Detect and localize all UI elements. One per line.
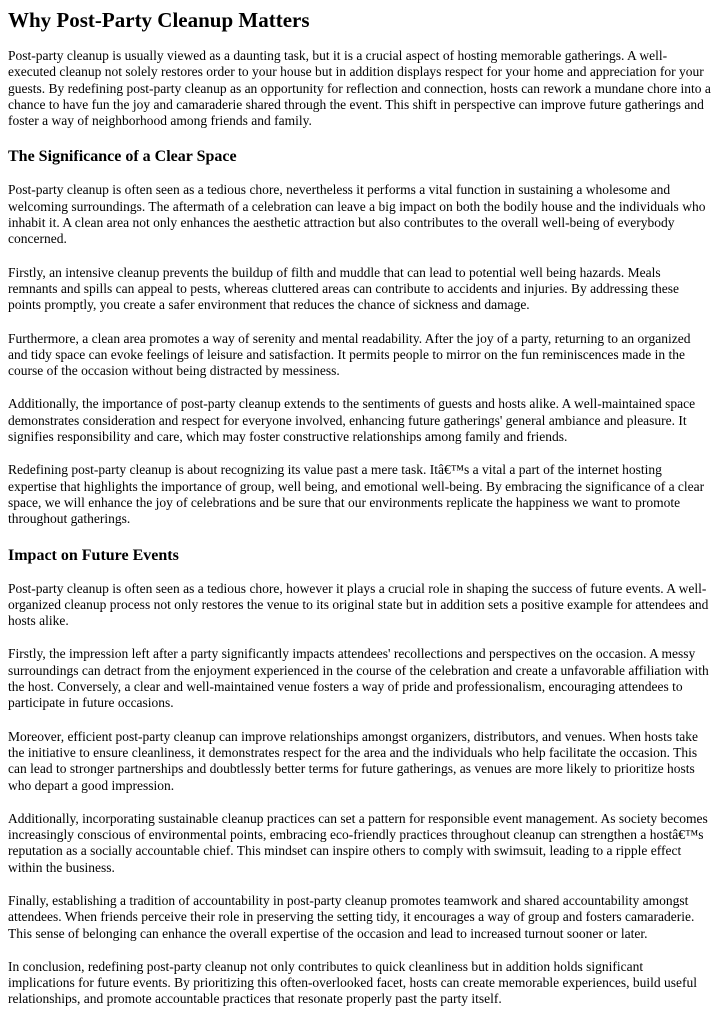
paragraph: Additionally, incorporating sustainable cleanup practices can set a pattern for responsible event management. As society becomes increasingly conscious of environmental points, embracing eco-friendly practices throughout cleanup can strengthen a hostâ€™s reputation as a socially accountable chief. This mindset can inspire others to comply with swimsuit, leading to a ripple effect within the business. (8, 810, 708, 875)
paragraph: Post-party cleanup is often seen as a tedious chore, nevertheless it performs a vital function in sustaining a wholesome and welcoming surroundings. The aftermath of a celebration can leave a big impact on both the bodily house and the individuals who inhabit it. A clean area not only enhances the aesthetic attraction but also contributes to the overall well-being of everybody concerned. (8, 182, 706, 247)
paragraph: Finally, establishing a tradition of accountability in post-party cleanup promotes teamwork and shared accountability amongst attendees. When friends perceive their role in preserving the setting tidy, it encourages a way of group and fosters camaraderie. This sense of belonging can enhance the overall expertise of the occasion and lead to increased turnout sooner or later. (8, 892, 695, 941)
section-heading: The Significance of a Clear Space (8, 148, 237, 166)
intro-paragraph: Post-party cleanup is usually viewed as a daunting task, but it is a crucial aspect of hosting memorable gatherings. A well-executed cleanup not solely restores order to your house but in addition displays respect for your home and appreciation for your guests. By redefining post-party cleanup as an opportunity for reflection and connection, hosts can rework a mundane chore into a chance to have fun the joy and camaraderie shared through the event. This shift in perspective can improve future gatherings and foster a way of neighborhood among friends and family. (8, 48, 711, 129)
page-title: Why Post-Party Cleanup Matters (8, 8, 310, 32)
paragraph: Furthermore, a clean area promotes a way of serenity and mental readability. After the joy of a party, returning to an organized and tidy space can evoke feelings of leisure and satisfaction. It permits people to mirror on the fun reminiscences made in the course of the occasion without being distracted by messiness. (8, 330, 691, 379)
paragraph: Firstly, the impression left after a party significantly impacts attendees' recollections and perspectives on the occasion. A messy surroundings can detract from the enjoyment experienced in the course of the celebration and create a unfavorable affiliation with the host. Conversely, a clear and well-maintained venue fosters a way of pride and professionalism, encouraging attendees to participate in future occasions. (8, 646, 709, 711)
section-heading: Impact on Future Events (8, 546, 179, 564)
article (0, 8, 720, 1008)
paragraph: In conclusion, redefining post-party cleanup not only contributes to quick cleanliness but in addition holds significant implications for future events. By prioritizing this often-overlooked facet, hosts can create memorable experiences, build useful relationships, and promote accountable practices that resonate properly past the party itself. (8, 958, 698, 1007)
paragraph: Firstly, an intensive cleanup prevents the buildup of filth and muddle that can lead to potential well being hazards. Meals remnants and spills can appeal to pests, whereas cluttered areas can contribute to accidents and injuries. By addressing these points promptly, you create a safer environment that reduces the chance of sickness and damage. (8, 264, 680, 313)
paragraph: Post-party cleanup is often seen as a tedious chore, however it plays a crucial role in shaping the success of future events. A well-organized cleanup process not only restores the venue to its original state but in addition sets a positive example for attendees and hosts alike. (8, 580, 709, 629)
paragraph: Additionally, the importance of post-party cleanup extends to the sentiments of guests and hosts alike. A well-maintained space demonstrates consideration and respect for everyone involved, enhancing future gatherings' general ambiance and pleasure. It signifies responsibility and care, which may foster constructive relationships among family and friends. (8, 396, 696, 445)
section-clear-space (8, 147, 712, 527)
paragraph: Moreover, efficient post-party cleanup can improve relationships amongst organizers, distributors, and venues. When hosts take the initiative to ensure cleanliness, it demonstrates respect for the area and the individuals who help facilitate the occasion. This can lead to stronger partnerships and doubtlessly better terms for future gatherings, as venues are more likely to prioritize hosts who depart a good impression. (8, 728, 699, 793)
section-future-events (8, 546, 712, 1008)
paragraph: Redefining post-party cleanup is about recognizing its value past a mere task. Itâ€™s a vital a part of the internet hosting expertise that highlights the importance of group, well being, and emotional well-being. By embracing the significance of a clear space, we will enhance the joy of celebrations and be sure that our environments replicate the happiness we want to promote throughout gatherings. (8, 462, 705, 527)
